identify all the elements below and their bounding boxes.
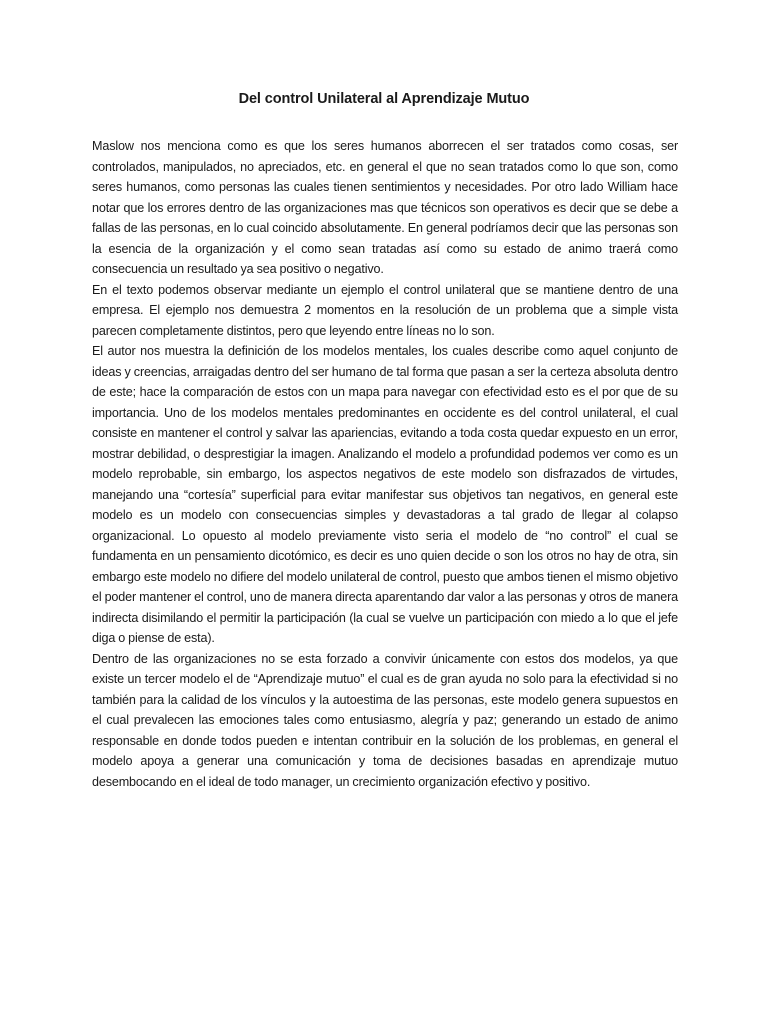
document-title: Del control Unilateral al Aprendizaje Mutuo <box>238 91 530 107</box>
paragraph-aprendizaje-mutuo: Dentro de las organizaciones no se esta forzado a convivir únicamente con estos dos modelos, ya que existe un tercer modelo el de “Aprendizaje mutuo” el cual es de gran ayuda no solo para la efectividad si no también para la calidad de los vínculos y la autoestima de las personas, este modelo genera supuestos en el cual prevalecen las emociones tales como entusiasmo, alegría y paz; generando un estado de animo responsable en donde todos pueden e intentan contribuir en la solución de los problemas, en general el modelo apoya a generar una comunicación y toma de decisiones basadas en aprendizaje mutuo desembocando en el ideal de todo manager, un crecimiento organización efectivo y positivo. <box>92 651 678 789</box>
paragraph-maslow: Maslow nos menciona como es que los seres humanos aborrecen el ser tratados como cosas, ser controlados, manipulados, no apreciados, etc. en general el que no sean tratados como lo que son, como seres humanos, como personas las cuales tienen sentimientos y necesidades. Por otro lado William hace notar que los errores dentro de las organizaciones mas que técnicos son operativos es decir que se debe a fallas de las personas, en lo cual coincido absolutamente. En general podríamos decir que las personas son la esencia de la organización y el como sean tratadas así como su estado de animo traerá como consecuencia un resultado ya sea positivo o negativo. <box>92 139 678 276</box>
paragraph-control-unilateral-ejemplo: En el texto podemos observar mediante un ejemplo el control unilateral que se mantiene dentro de una empresa. El ejemplo nos demuestra 2 momentos en la resolución de un problema que a simple vista parecen completamente distintos, pero que leyendo entre líneas no lo son. <box>92 282 678 338</box>
paragraph-modelos-mentales: El autor nos muestra la definición de los modelos mentales, los cuales describe como aquel conjunto de ideas y creencias, arraigadas dentro del ser humano de tal forma que pasan a ser la certeza absoluta dentro de este; hace la comparación de estos con un mapa para navegar con efectividad esto es el por que de su importancia. Uno de los modelos mentales predominantes en occidente es del control unilateral, el cual consiste en mantener el control y salvar las apariencias, evitando a toda costa quedar expuesto en un error, mostrar debilidad, o desprestigiar la imagen. Analizando el modelo a profundidad podemos ver como es un modelo reprobable, sin embargo, los aspectos negativos de este modelo son disfrazados de virtudes, manejando una “cortesía” superficial para evitar manifestar sus objetivos tan negativos, en general este modelo es un modelo con consecuencias simples y devastadoras a tal grado de llegar al colapso organizacional. Lo opuesto al modelo previamente visto seria el modelo de “no control” el cual se fundamenta en un pensamiento dicotómico, es decir es uno quien decide o son los otros no hay de otra, sin embargo este modelo no difiere del modelo unilateral de control, puesto que ambos tienen el mismo objetivo el poder mantener el control, uno de manera directa aparentando dar valor a las personas y otros de manera indirecta disimilando el permitir la participación (la cual se vuelve un participación con miedo a lo que el jefe diga o piense de esta). <box>92 344 678 645</box>
document-body <box>92 136 678 792</box>
